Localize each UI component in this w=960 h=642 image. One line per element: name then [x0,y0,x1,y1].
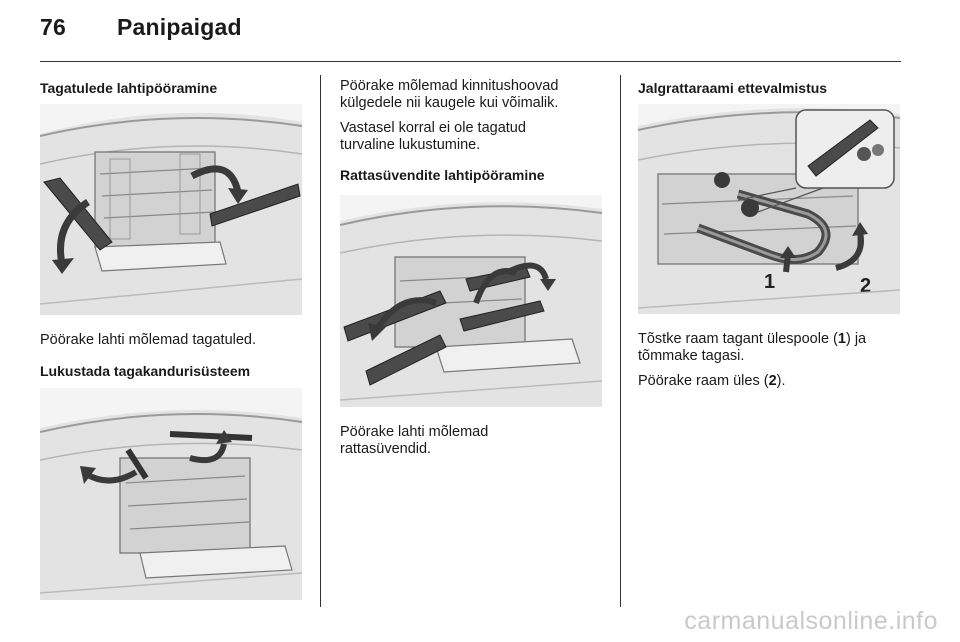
paragraph-unfold-wheel-recesses [340,424,488,458]
section-heading-bike-frame: Jalgrattaraami ettevalmistus [638,80,828,96]
paragraph-unfold-rear-lights: Pöörake lahti mõlemad tagatuled. [40,332,257,348]
watermark: carmanualsonline.info [684,607,938,635]
section-heading-rear-lights: Tagatulede lahtipööramine [40,80,218,96]
column-divider-1 [320,75,321,607]
paragraph-unfold-wheel-recesses-line-1: Pöörake lahti mõlemad [340,424,489,440]
paragraph-fixing-levers-line-2: külgedele nii kaugele kui võimalik. [340,95,559,111]
header-rule [40,61,901,62]
paragraph-safe-locking [340,120,526,154]
figure-wheel-recesses [340,195,602,407]
paragraph-turn-frame-up [638,373,786,390]
paragraph-lift-frame-text-c: ) ja [845,331,867,347]
figure-bike-frame [638,104,900,314]
paragraph-turn-frame-ref-2: 2 [768,373,777,389]
callout-2: 2 [860,275,872,297]
paragraph-turn-frame-text-c: ). [776,373,786,389]
paragraph-lift-frame [638,331,866,365]
paragraph-fixing-levers [340,78,558,112]
figure-lock-carrier [40,388,302,600]
section-heading-lock-carrier: Lukustada tagakandurisüsteem [40,363,251,379]
paragraph-turn-frame-text-a: Pöörake raam üles ( [638,373,769,389]
paragraph-unfold-wheel-recesses-line-2: rattasüvendid. [340,441,432,457]
column-divider-2 [620,75,621,607]
page-title: Panipaigad [117,14,242,40]
paragraph-safe-locking-line-2: turvaline lukustumine. [340,137,481,153]
callout-1: 1 [764,271,776,293]
paragraph-fixing-levers-line-1: Pöörake mõlemad kinnitushoovad [340,78,559,94]
paragraph-lift-frame-line-2: tõmmake tagasi. [638,348,745,364]
paragraph-lift-frame-text-a: Tõstke raam tagant ülespoole ( [638,331,838,347]
figure-rear-lights [40,104,302,315]
paragraph-safe-locking-line-1: Vastasel korral ei ole tagatud [340,120,526,136]
page-number: 76 [40,14,66,40]
section-heading-wheel-recesses: Rattasüvendite lahtipööramine [340,167,545,183]
paragraph-lift-frame-ref-1: 1 [837,331,846,347]
paragraph-lift-frame-line-1 [638,331,866,348]
